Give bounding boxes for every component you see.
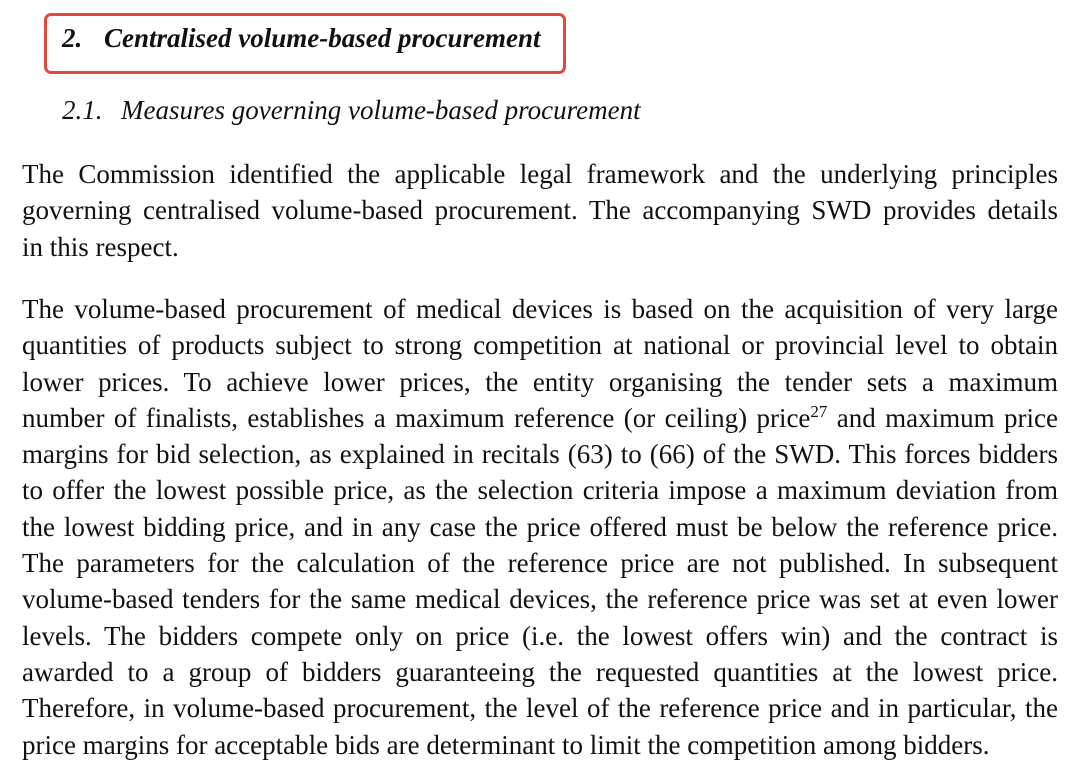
paragraph-line	[22, 400, 1058, 436]
section-number: 2.	[62, 23, 83, 53]
paragraph-line: price margins for acceptable bids are determinant to limit the competition among bidders.	[22, 729, 990, 760]
paragraph-line: The parameters for the calculation of the reference price are not published. In subsequent	[22, 548, 1058, 579]
paragraph-1	[22, 156, 1058, 265]
subsection-number: 2.1.	[62, 95, 103, 125]
paragraph-2	[22, 291, 1058, 763]
paragraph-line: levels. The bidders compete only on price (i.e. the lowest offers win) and the contract is	[22, 620, 1058, 651]
paragraph-line: awarded to a group of bidders guaranteeing the requested quantities at the lowest price.	[22, 656, 1058, 687]
paragraph-line: governing centralised volume-based procurement. The accompanying SWD provides details	[22, 195, 1058, 226]
paragraph-line: quantities of products subject to strong competition at national or provincial level to obtain	[22, 330, 1058, 361]
paragraph-line: The Commission identified the applicable legal framework and the underlying principles	[22, 159, 1058, 189]
subsection-heading	[0, 92, 1080, 128]
paragraph-line: volume-based tenders for the same medical devices, the reference price was set at even lower	[22, 584, 1058, 615]
paragraph-line: lower prices. To achieve lower prices, the entity organising the tender sets a maximum	[22, 366, 1058, 397]
paragraph-line: to offer the lowest possible price, as the selection criteria impose a maximum deviation from	[22, 475, 1058, 506]
section-heading	[0, 20, 1080, 56]
footnote-reference: 27	[810, 401, 828, 421]
line-text: and maximum price	[827, 402, 1059, 433]
paragraph-line: margins for bid selection, as explained in recitals (63) to (66) of the SWD. This forces bidders	[22, 439, 1058, 470]
paragraph-line: The volume-based procurement of medical devices is based on the acquisition of very large	[22, 294, 1058, 324]
line-text: number of finalists, establishes a maximum reference (or ceiling) price	[22, 402, 811, 433]
subsection-title: Measures governing volume-based procurement	[121, 95, 641, 125]
paragraph-line: the lowest bidding price, and in any case the price offered must be below the reference price.	[22, 511, 1058, 542]
section-title: Centralised volume-based procurement	[104, 23, 541, 53]
paragraph-line: Therefore, in volume-based procurement, the level of the reference price and in particular, the	[22, 693, 1058, 724]
paragraph-line: in this respect.	[22, 231, 179, 262]
